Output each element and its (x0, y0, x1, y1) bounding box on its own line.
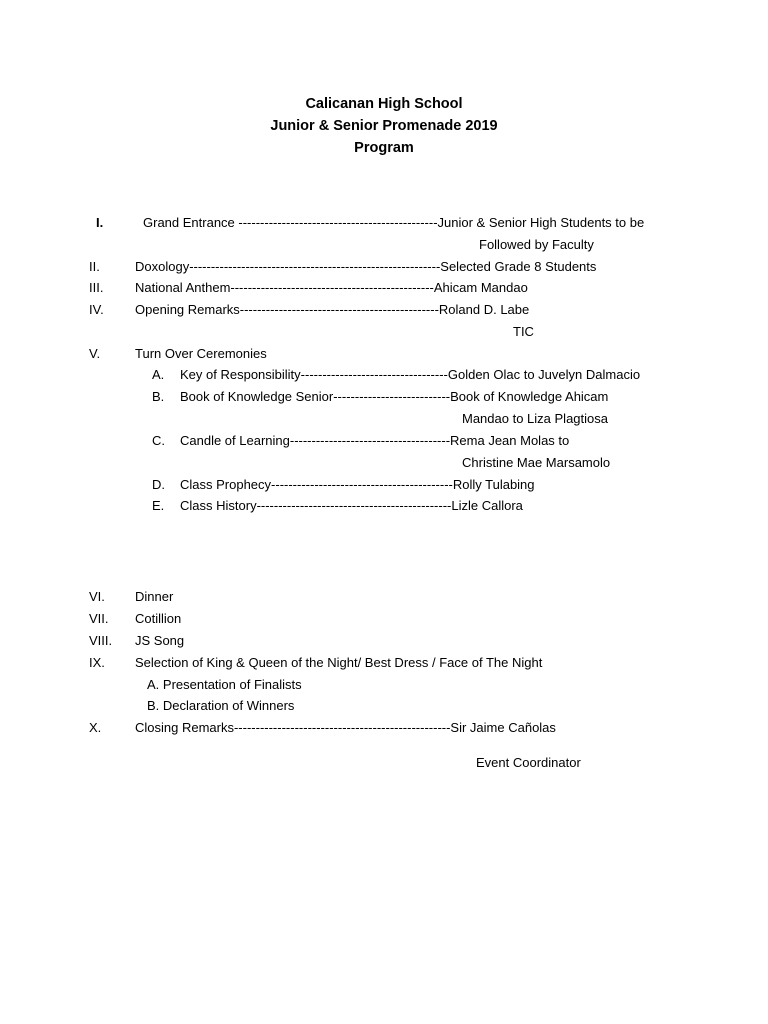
document-title: Program (354, 140, 414, 156)
item-number: II. (89, 259, 100, 274)
item-number: VI. (89, 589, 105, 604)
subitem-vb-continuation: Mandao to Liza Plagtiosa (462, 411, 608, 426)
event-title: Junior & Senior Promenade 2019 (270, 118, 498, 134)
subitem-text: Class History---------------------------------------------Lizle Callora (180, 498, 523, 513)
program-subitem-ixb: B. Declaration of Winners (147, 698, 295, 713)
item-text: National Anthem-----------------------------------------------Ahicam Mandao (135, 280, 528, 295)
subitem-text: Candle of Learning-------------------------------------Rema Jean Molas to (180, 433, 570, 448)
subitem-text: Book of Knowledge Senior---------------------------Book of Knowledge Ahicam (180, 389, 609, 404)
item-number: I. (96, 215, 104, 230)
item-number: VII. (89, 611, 109, 626)
item-text: Cotillion (135, 611, 182, 626)
item-iv-continuation: TIC (513, 324, 534, 339)
subitem-letter: D. (152, 477, 165, 492)
subitem-letter: A. (152, 367, 165, 382)
item-i-continuation: Followed by Faculty (479, 237, 594, 252)
item-text: Selection of King & Queen of the Night/ Best Dress / Face of The Night (135, 655, 543, 670)
document-header (0, 93, 768, 159)
subitem-text: Key of Responsibility----------------------------------Golden Olac to Juvelyn Dalmacio (180, 367, 641, 382)
item-number: IV. (89, 302, 104, 317)
subitem-letter: E. (152, 498, 165, 513)
item-text: JS Song (135, 633, 185, 648)
subitem-text: Class Prophecy------------------------------------------Rolly Tulabing (180, 477, 535, 492)
program-subitem-ixa: A. Presentation of Finalists (147, 677, 302, 692)
item-text: Closing Remarks--------------------------------------------------Sir Jaime Cañolas (135, 720, 556, 735)
item-text: Grand Entrance ----------------------------------------------Junior & Senior High Students to be (143, 215, 645, 230)
item-number: VIII. (89, 633, 113, 648)
school-name: Calicanan High School (305, 96, 463, 112)
subitem-letter: C. (152, 433, 165, 448)
subitem-vc-continuation: Christine Mae Marsamolo (462, 455, 611, 470)
item-number: III. (89, 280, 104, 295)
item-text: Opening Remarks----------------------------------------------Roland D. Labe (135, 302, 530, 317)
item-number: X. (89, 720, 102, 735)
item-text: Turn Over Ceremonies (135, 346, 267, 361)
signature-role: Event Coordinator (476, 755, 581, 770)
subitem-letter: B. (152, 389, 165, 404)
item-text: Dinner (135, 589, 174, 604)
item-text: Doxology----------------------------------------------------------Selected Grade 8 Students (135, 259, 597, 274)
item-number: IX. (89, 655, 105, 670)
item-number: V. (89, 346, 101, 361)
